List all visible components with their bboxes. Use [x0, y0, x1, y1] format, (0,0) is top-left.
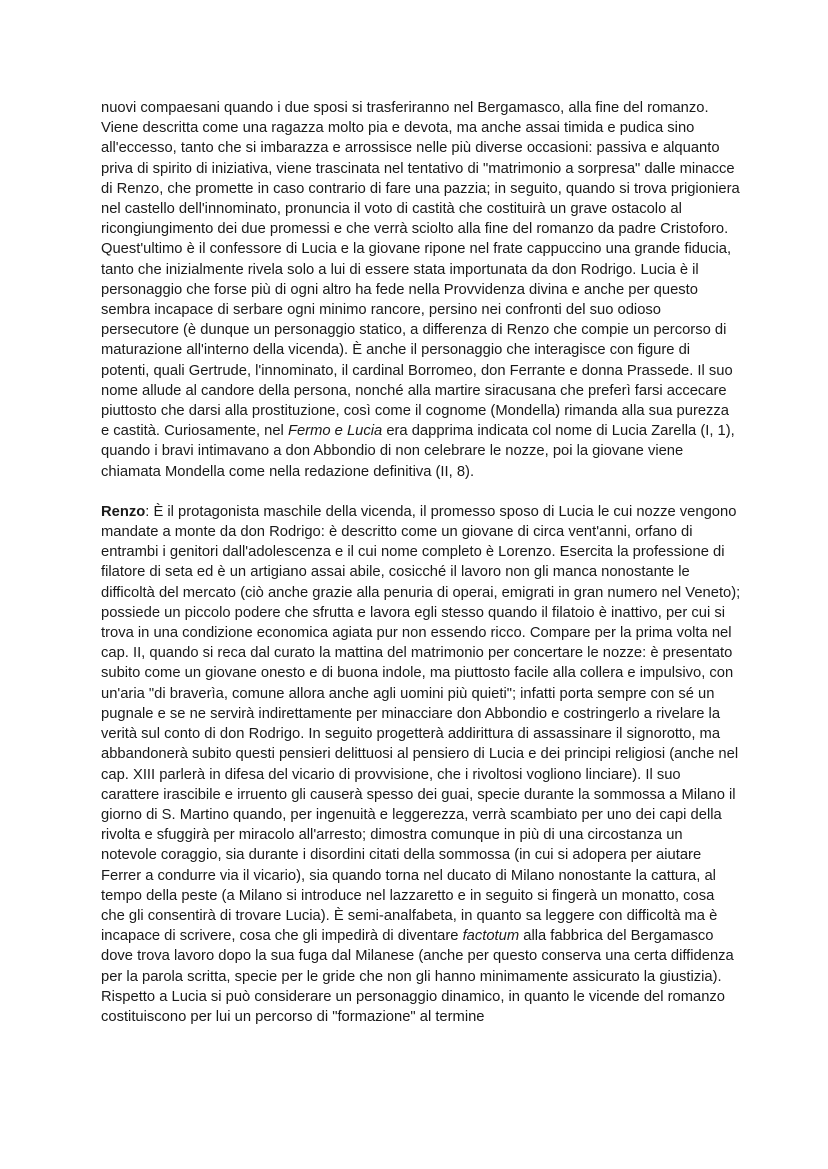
paragraph-text: nuovi compaesani quando i due sposi si trasferiranno nel Bergamasco, alla fine del romanzo. Viene descritta come una ragazza molto pia e devota, ma anche assai timida e pudica sino all'eccesso, tanto che si imbarazza e arrossisce nelle più diverse occasioni: passiva e alquanto priva di spirito di iniziativa, viene trascinata nel tentativo di "matrimonio a sorpresa" dalle minacce di Renzo, che promette in caso contrario di fare una pazzia; in seguito, quando si trova prigioniera nel castello dell'innominato, pronuncia il voto di castità che costituirà un grave ostacolo al ricongiungimento dei due promessi e che verrà sciolto alla fine del romanzo da padre Cristoforo. Quest'ultimo è il confessore di Lucia e la giovane ripone nel frate cappuccino una grande fiducia, tanto che inizialmente rivela solo a lui di essere stata importunata da don Rodrigo. Lucia è il personaggio che forse più di ogni altro ha fede nella Provvidenza divina e anche per questo sembra incapace di serbare ogni minimo rancore, persino nei confronti del suo odioso persecutore (è dunque un personaggio statico, a differenza di Renzo che compie un percorso di maturazione all'interno della vicenda). È anche il personaggio che interagisce con figure di potenti, quali Gertrude, l'innominato, il cardinal Borromeo, don Ferrante e donna Prassede. Il suo nome allude al candore della persona, nonché alla martire siracusana che preferì farsi accecare piuttosto che darsi alla prostituzione, così come il cognome (Mondella) rimanda alla sua purezza e castità. Curiosamente, nel	[101, 100, 740, 440]
document-page	[101, 98, 741, 1047]
paragraph-text: alla fabbrica del Bergamasco dove trova lavoro dopo la sua fuga dal Milanese (anche per questo conserva una certa diffidenza per la parola scritta, specie per le gride che non gli hanno minimamente assicurato la giustizia). Rispetto a Lucia si può considerare un personaggio dinamico, in quanto le vicende del romanzo costituiscono per lui un percorso di "formazione" al termine	[101, 928, 734, 1025]
paragraph-text: : È il protagonista maschile della vicenda, il promesso sposo di Lucia le cui nozze vengono mandate a monte da don Rodrigo: è descritto come un giovane di circa vent'anni, orfano di entrambi i genitori dall'adolescenza e il cui nome completo è Lorenzo. Esercita la professione di filatore di seta ed è un artigiano assai abile, cosicché il lavoro non gli manca nonostante le difficoltà del mercato (ciò anche grazie alla penuria di operai, emigrati in gran numero nel Veneto); possiede un piccolo podere che sfrutta e lavora egli stesso quando il filatoio è inattivo, per cui si trova in una condizione economica agiata pur non essendo ricco. Compare per la prima volta nel cap. II, quando si reca dal curato la mattina del matrimonio per concertare le nozze: è presentato subito come un giovane onesto e di buona indole, ma piuttosto facile alla collera e impulsivo, con un'aria "di braverìa, comune allora anche agli uomini più quieti"; infatti porta sempre con sé un pugnale e se ne servirà indirettamente per minacciare don Abbondio e costringerlo a rivelare la verità sul conto di don Rodrigo. In seguito progetterà addirittura di assassinare il signorotto, ma abbandonerà subito questi pensieri delittuosi al pensiero di Lucia e dei principi religiosi (anche nel cap. XIII parlerà in difesa del vicario di provvisione, che i rivoltosi vogliono linciare). Il suo carattere irascibile e irruento gli causerà spesso dei guai, specie durante la sommossa a Milano il giorno di S. Martino quando, per ingenuità e leggerezza, verrà scambiato per uno dei capi della rivolta e sfuggirà per miracolo all'arresto; dimostra comunque in più di una circostanza un notevole coraggio, sia durante i disordini citati della sommossa (in cui si adopera per aiutare Ferrer a condurre via il vicario), sia quando torna nel ducato di Milano nonostante la cattura, al tempo della peste (a Milano si introduce nel lazzaretto e in seguito si fingerà un monatto, cosa che gli consentirà di trovare Lucia). È semi-analfabeta, in quanto sa leggere con difficoltà ma è incapace di scrivere, cosa che gli impedirà di diventare	[101, 503, 741, 945]
paragraph-renzo	[101, 502, 741, 1027]
italic-title: Fermo e Lucia	[287, 423, 383, 440]
paragraph-text: era dapprima indicata col nome di Lucia Zarella (I, 1), quando i bravi intimavano a don Abbondio di non celebrare le nozze, poi la giovane viene chiamata Mondella come nella redazione definitiva (II, 8).	[101, 423, 735, 480]
character-name: Renzo	[101, 503, 146, 520]
paragraph-lucia	[101, 98, 741, 482]
italic-term: factotum	[462, 928, 520, 945]
